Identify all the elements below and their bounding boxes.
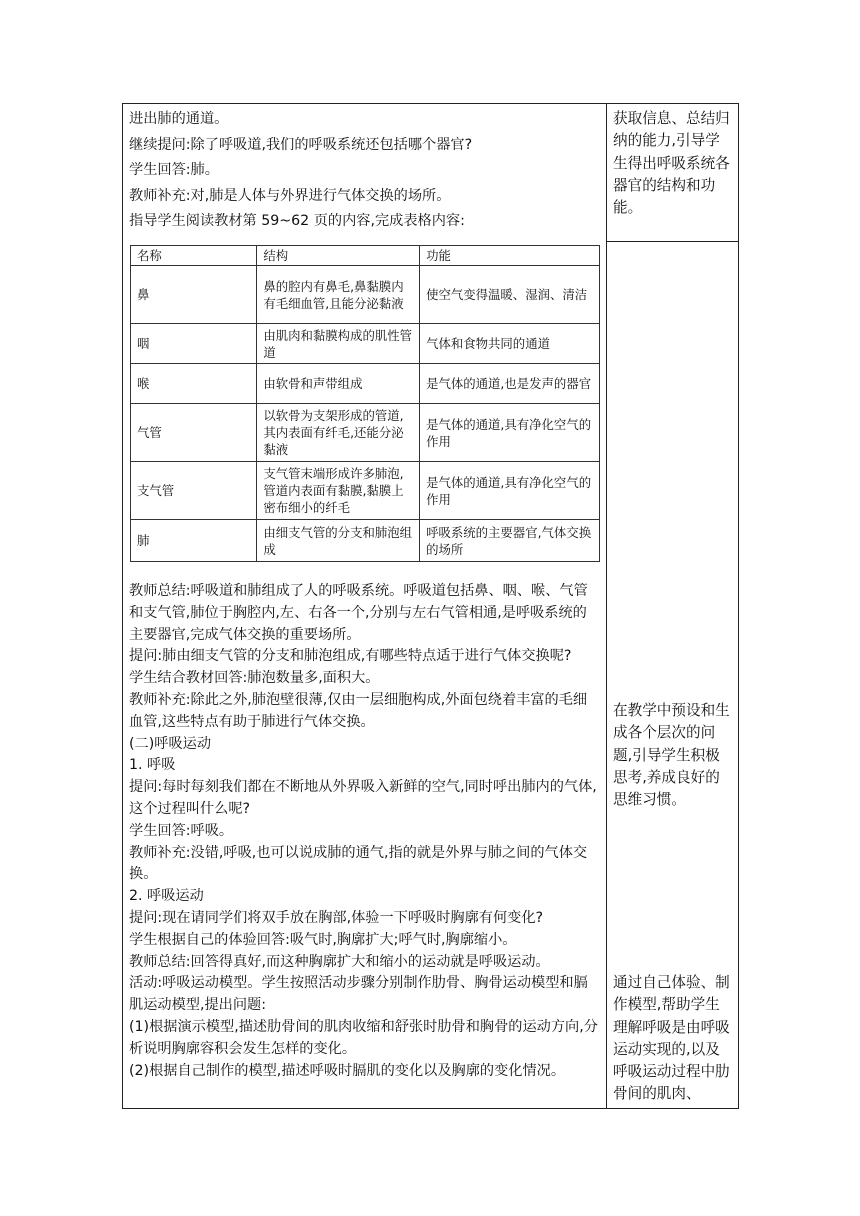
paragraph: 学生结合教材回答:肺泡数量多,面积大。 (129, 670, 380, 687)
subsection-heading: 1. 呼吸 (129, 757, 176, 774)
design-intent-note: 通过自己体验、制作模型,帮助学生理解呼吸是由呼吸运动实现的,以及呼吸运动过程中肋骨间的肌肉、 (613, 974, 730, 1103)
header-name: 名称 (131, 246, 257, 266)
subsection-heading: 2. 呼吸运动 (129, 888, 204, 905)
table-row (131, 404, 600, 462)
design-intent-note: 获取信息、总结归纳的能力,引导学生得出呼吸系统各器官的结构和功能。 (613, 110, 730, 217)
cell-name: 咽 (131, 324, 257, 364)
table-row (131, 364, 600, 404)
cell-name: 气管 (131, 404, 257, 462)
paragraph: 学生回答:呼吸。 (129, 822, 234, 839)
header-function: 功能 (420, 246, 600, 266)
cell-structure: 由肌肉和黏膜构成的肌性管道 (257, 324, 420, 364)
paragraph: (2)根据自己制作的模型,描述呼吸时膈肌的变化以及胸廓的变化情况。 (129, 1062, 566, 1079)
table-row (131, 520, 600, 562)
paragraph: 教师总结:呼吸道和肺组成了人的呼吸系统。呼吸道包括鼻、咽、喉、气管和支气管,肺位于胸腔内,左、右各一个,分别与左右气管相通,是呼吸系统的主要器官,完成气体交换的重要场所。 (129, 583, 588, 643)
cell-name: 肺 (131, 520, 257, 562)
right-cell-divider (606, 241, 739, 242)
cell-structure: 由细支气管的分支和肺泡组成 (257, 520, 420, 562)
paragraph: 教师补充:对,肺是人体与外界进行气体交换的场所。 (129, 187, 451, 204)
cell-name: 喉 (131, 364, 257, 404)
table-header-row (131, 246, 600, 266)
paragraph: 活动:呼吸运动模型。学生按照活动步骤分别制作肋骨、胸骨运动模型和膈肌运动模型,提出问题: (129, 975, 588, 1014)
respiratory-organs-table (130, 245, 600, 562)
lesson-content-bottom (129, 581, 601, 1082)
cell-function: 是气体的通道,具有净化空气的作用 (420, 404, 600, 462)
cell-function: 使空气变得温暖、湿润、清洁 (420, 266, 600, 324)
cell-structure: 鼻的腔内有鼻毛,鼻黏膜内有毛细血管,且能分泌黏液 (257, 266, 420, 324)
table-row (131, 324, 600, 364)
design-intent-note: 在教学中预设和生成各个层次的问题,引导学生积极思考,养成良好的思维习惯。 (613, 702, 730, 809)
cell-name: 鼻 (131, 266, 257, 324)
paragraph: 教师补充:除此之外,肺泡壁很薄,仅由一层细胞构成,外面包绕着丰富的毛细血管,这些特点有助于肺进行气体交换。 (129, 691, 588, 730)
cell-structure: 支气管末端形成许多肺泡,管道内表面有黏膜,黏膜上密布细小的纤毛 (257, 462, 420, 520)
paragraph: 提问:现在请同学们将双手放在胸部,体验一下呼吸时胸廓有何变化? (129, 909, 544, 926)
section-heading: (二)呼吸运动 (129, 735, 212, 752)
table-row (131, 266, 600, 324)
paragraph: 教师总结:回答得真好,而这种胸廓扩大和缩小的运动就是呼吸运动。 (129, 953, 550, 970)
cell-name: 支气管 (131, 462, 257, 520)
cell-function: 气体和食物共同的通道 (420, 324, 600, 364)
paragraph: 提问:肺由细支气管的分支和肺泡组成,有哪些特点适于进行气体交换呢? (129, 648, 572, 665)
lesson-content-top (129, 108, 601, 236)
column-divider (606, 103, 607, 1109)
paragraph: 进出肺的通道。 (129, 111, 229, 127)
paragraph: 学生根据自己的体验回答:吸气时,胸廓扩大;呼气时,胸廓缩小。 (129, 931, 517, 948)
paragraph: (1)根据演示模型,描述肋骨间的肌肉收缩和舒张时肋骨和胸骨的运动方向,分析说明胸廓容积会发生怎样的变化。 (129, 1018, 598, 1057)
paragraph: 学生回答:肺。 (129, 162, 219, 178)
cell-structure: 由软骨和声带组成 (257, 364, 420, 404)
cell-structure: 以软骨为支架形成的管道,其内表面有纤毛,还能分泌黏液 (257, 404, 420, 462)
cell-function: 呼吸系统的主要器官,气体交换的场所 (420, 520, 600, 562)
table-row (131, 462, 600, 520)
paragraph: 提问:每时每刻我们都在不断地从外界吸入新鲜的空气,同时呼出肺内的气体,这个过程叫什么呢? (129, 779, 597, 817)
paragraph: 指导学生阅读教材第 59~62 页的内容,完成表格内容: (129, 213, 465, 229)
paragraph: 教师补充:没错,呼吸,也可以说成肺的通气,指的就是外界与肺之间的气体交换。 (129, 844, 588, 883)
header-structure: 结构 (257, 246, 420, 266)
paragraph: 继续提问:除了呼吸道,我们的呼吸系统还包括哪个器官? (129, 136, 473, 153)
cell-function: 是气体的通道,具有净化空气的作用 (420, 462, 600, 520)
cell-function: 是气体的通道,也是发声的器官 (420, 364, 600, 404)
